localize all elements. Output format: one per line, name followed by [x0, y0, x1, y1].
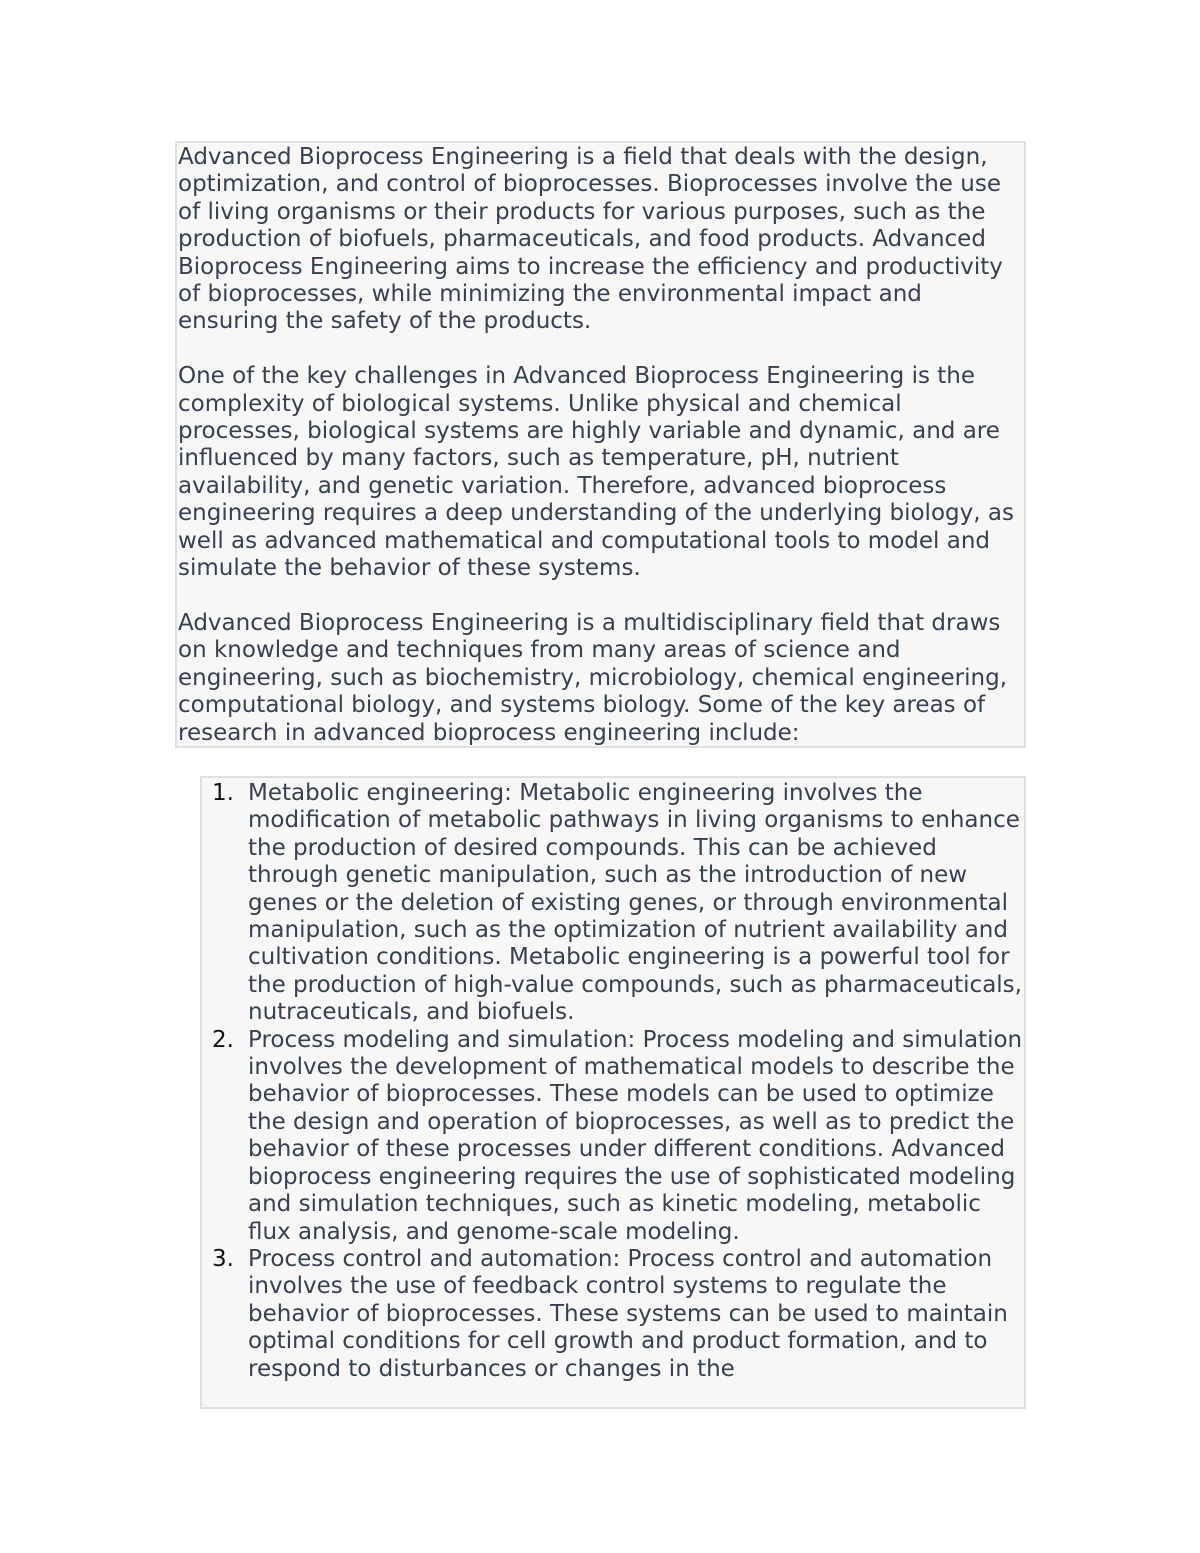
list-item [202, 1027, 1024, 1246]
list-item [202, 1246, 1024, 1383]
list-item-text: Metabolic engineering: Metabolic engineering involves the modification of metabolic pathways in living organisms to enhance the production of desired compounds. This can be achieved through genetic manipulation, such as the introduction of new genes or the deletion of existing genes, or through environmental manipulation, such as the optimization of nutrient availability and cultivation conditions. Metabolic engineering is a powerful tool for the production of high-value compounds, such as pharmaceuticals, nutraceuticals, and biofuels. [248, 780, 1022, 1026]
key-areas-block [200, 776, 1026, 1409]
list-item [202, 780, 1024, 1027]
list-item-text: Process control and automation: Process control and automation involves the use of feedback control systems to regulate the behavior of bioprocesses. These systems can be used to maintain optimal conditions for cell growth and product formation, and to respond to disturbances or changes in the [248, 1245, 1008, 1382]
list-item-number: 1. [212, 780, 234, 806]
list-item-number: 2. [212, 1026, 234, 1053]
intro-paragraph-2: One of the key challenges in Advanced Bioprocess Engineering is the complexity of biological systems. Unlike physical and chemical processes, biological systems are highly variable and dynamic, and are influenced by many factors, such as temperature, pH, nutrient availability, and genetic variation. Therefore, advanced bioprocess engineering requires a deep understanding of the underlying biology, as well as advanced mathematical and computational tools to model and simulate the behavior of these systems. [178, 363, 1014, 582]
intro-text-block [175, 141, 1026, 748]
list-item-number: 3. [212, 1245, 234, 1272]
intro-paragraph-1: Advanced Bioprocess Engineering is a field that deals with the design, optimization, and control of bioprocesses. Bioprocesses involve the use of living organisms or their products for various purposes, such as the production of biofuels, pharmaceuticals, and food products. Advanced Bioprocess Engineering aims to increase the efficiency and productivity of bioprocesses, while minimizing the environmental impact and ensuring the safety of the products. [178, 144, 1003, 335]
list-item-text: Process modeling and simulation: Process modeling and simulation involves the development of mathematical models to describe the behavior of bioprocesses. These models can be used to optimize the design and operation of bioprocesses, as well as to predict the behavior of these processes under different conditions. Advanced bioprocess engineering requires the use of sophisticated modeling and simulation techniques, such as kinetic modeling, metabolic flux analysis, and genome-scale modeling. [248, 1026, 1023, 1245]
intro-paragraph-3: Advanced Bioprocess Engineering is a multidisciplinary field that draws on knowledge and techniques from many areas of science and engineering, such as biochemistry, microbiology, chemical engineering, computational biology, and systems biology. Some of the key areas of research in advanced bioprocess engineering include: [178, 609, 1007, 746]
key-areas-list [202, 780, 1024, 1383]
